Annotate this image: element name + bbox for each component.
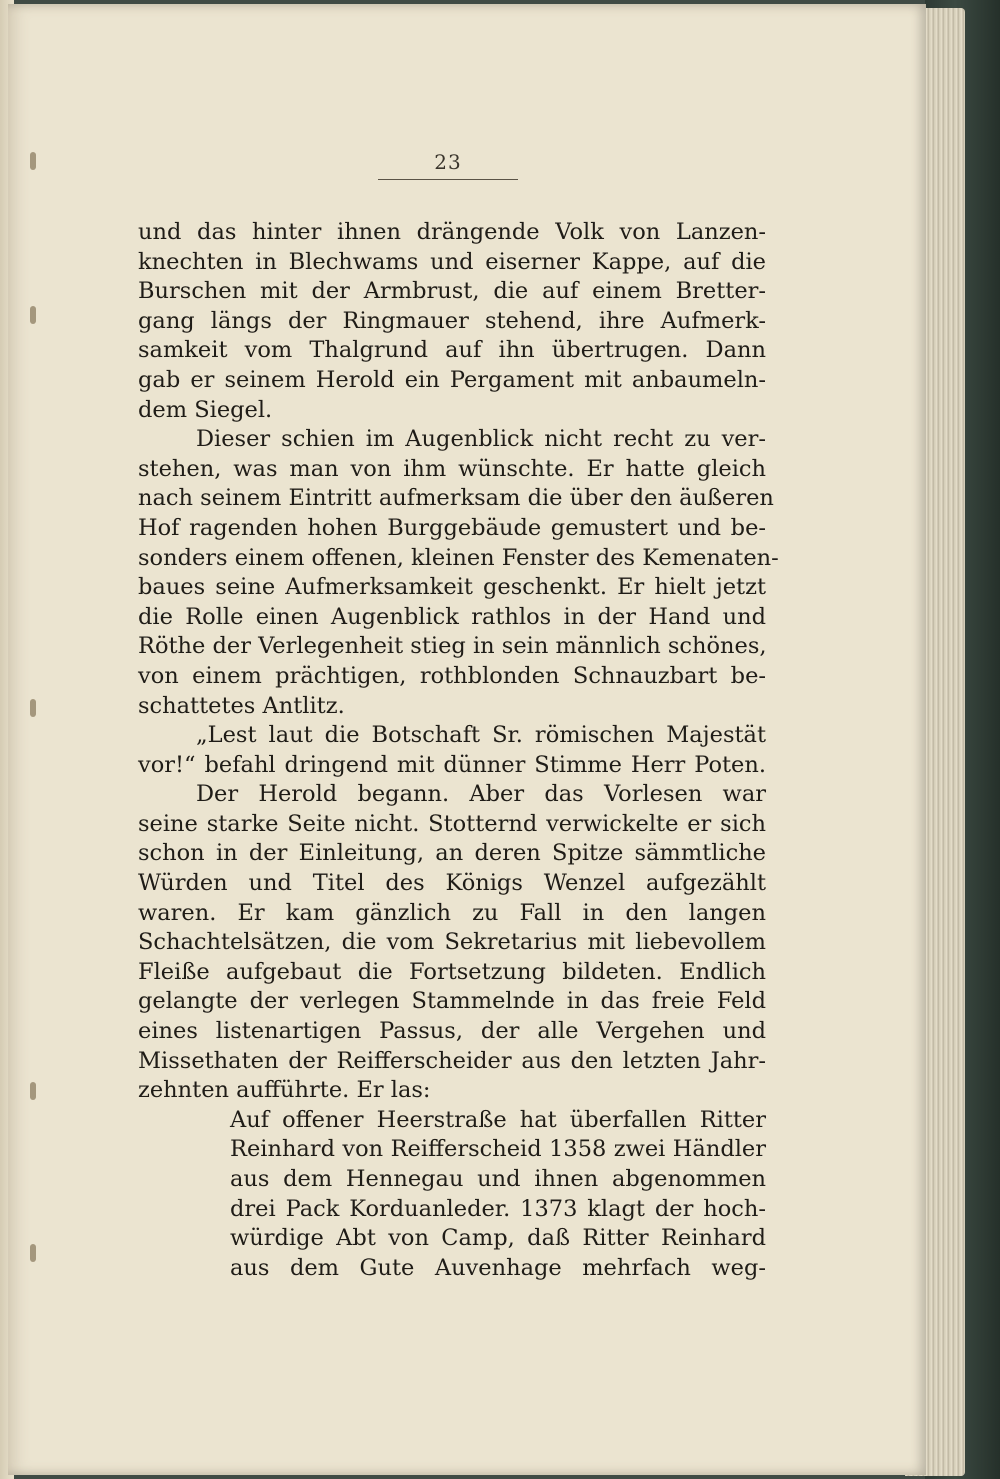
quoted-line: würdige Abt von Camp, daß Ritter Reinhard (230, 1225, 766, 1252)
binding-mark (30, 306, 36, 324)
text-line: Fleiße aufgebaut die Fortsetzung bildeten. Endlich (138, 958, 766, 985)
text-line: sonders einem offenen, kleinen Fenster des Kemenaten- (138, 544, 779, 571)
text-line: „Lest laut die Botschaft Sr. römischen Majestät (196, 722, 766, 749)
text-line: seine starke Seite nicht. Stotternd verwickelte er sich (138, 810, 766, 837)
text-line: Burschen mit der Armbrust, die auf einem Bretter- (138, 278, 766, 305)
quoted-line: Reinhard von Reifferscheid 1358 zwei Händler (230, 1136, 766, 1163)
text-line: gang längs der Ringmauer stehend, ihre Aufmerk- (138, 307, 766, 334)
text-line: nach seinem Eintritt aufmerksam die über den äußeren (138, 485, 774, 512)
text-line: die Rolle einen Augenblick rathlos in der Hand und (138, 603, 766, 630)
text-line: gab er seinem Herold ein Pergament mit anbaumeln- (138, 366, 766, 393)
text-line: von einem prächtigen, rothblonden Schnauzbart be- (138, 662, 766, 689)
text-line: gelangte der verlegen Stammelnde in das freie Feld (138, 988, 766, 1015)
quoted-line: aus dem Gute Auvenhage mehrfach weg- (230, 1254, 766, 1281)
text-line: vor!“ befahl dringend mit dünner Stimme Herr Poten. (138, 751, 766, 778)
text-line: schattetes Antlitz. (138, 692, 345, 719)
text-line: Schachtelsätzen, die vom Sekretarius mit liebevollem (138, 929, 766, 956)
quoted-line: drei Pack Korduanleder. 1373 klagt der hoch- (230, 1195, 766, 1222)
text-line: schon in der Einleitung, an deren Spitze sämmtliche (138, 840, 766, 867)
binding-mark (30, 699, 36, 717)
text-line: und das hinter ihnen drängende Volk von Lanzen- (138, 219, 766, 245)
text-line: stehen, was man von ihm wünschte. Er hatte gleich (138, 455, 766, 482)
text-line: eines listenartigen Passus, der alle Vergehen und (138, 1018, 766, 1045)
text-line: Würden und Titel des Königs Wenzel aufgezählt (138, 870, 766, 897)
text-line: Dieser schien im Augenblick nicht recht zu ver- (196, 426, 766, 453)
quoted-line: aus dem Hennegau und ihnen abgenommen (230, 1166, 766, 1192)
text-line: zehnten aufführte. Er las: (138, 1077, 431, 1104)
header-rule (378, 179, 518, 180)
binding-mark (30, 152, 36, 170)
text-line: dem Siegel. (138, 396, 273, 423)
text-line: waren. Er kam gänzlich zu Fall in den langen (138, 899, 766, 926)
text-line: samkeit vom Thalgrund auf ihn übertrugen. Dann (138, 337, 766, 364)
text-line: Der Herold begann. Aber das Vorlesen war (196, 781, 766, 808)
text-line: Missethaten der Reifferscheider aus den letzten Jahr- (138, 1047, 766, 1074)
text-line: baues seine Aufmerksamkeit geschenkt. Er hielt jetzt (138, 574, 766, 601)
quoted-line: Auf offener Heerstraße hat überfallen Ritter (230, 1106, 766, 1133)
text-line: Hof ragenden hohen Burggebäude gemustert und be- (138, 514, 766, 541)
binding-mark (30, 1082, 36, 1100)
text-line: knechten in Blechwams und eiserner Kappe, auf die (138, 248, 766, 275)
binding-mark (30, 1244, 36, 1262)
text-line: Röthe der Verlegenheit stieg in sein männlich schönes, (138, 633, 767, 660)
page-number: 23 (434, 150, 462, 174)
body-text (138, 218, 779, 1283)
